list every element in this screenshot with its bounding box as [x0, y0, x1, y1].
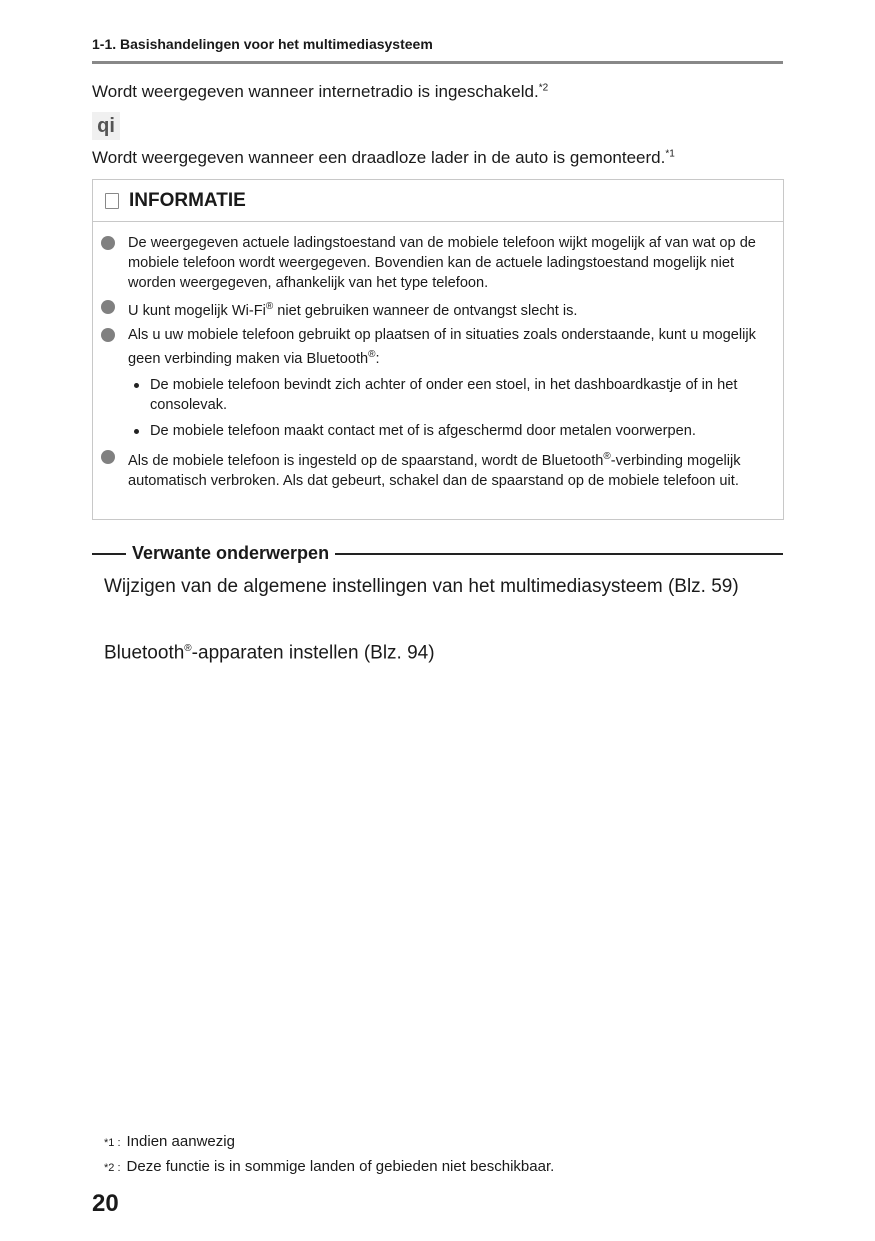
related-link-bluetooth[interactable]: Bluetooth®-apparaten instellen (Blz. 94) — [104, 642, 435, 664]
info-title: INFORMATIE — [93, 180, 783, 222]
header-rule — [92, 61, 783, 64]
related-topics-heading: Verwante onderwerpen — [92, 543, 783, 564]
wireless-charger-text: Wordt weergegeven wanneer een draadloze lader in de auto is gemonteerd.$^{*1}$ — [92, 148, 675, 167]
internet-radio-text: Wordt weergegeven wanneer internetradio is ingeschakeld.$^{*2}$ — [92, 82, 549, 101]
qi-icon: qi — [92, 112, 120, 140]
info-bullet: Als de mobiele telefoon is ingesteld op de spaarstand, wordt de Bluetooth®-verbinding mogelijk automatisch verbroken. Als dat gebeurt, schakel dan de spaarstand op de mobiele telefoon uit. — [101, 447, 773, 491]
sub-bullet: De mobiele telefoon bevindt zich achter of onder een stoel, in het dashboardkastje of in het consolevak. — [101, 375, 773, 415]
book-icon — [105, 193, 119, 209]
info-bullet: De weergegeven actuele ladingstoestand van de mobiele telefoon wijkt mogelijk af van wat op de mobiele telefoon wordt weergegeven. Bovendien kan de actuele ladingstoestand mogelijk niet worden weergegeven, afhankelijk van het type telefoon. — [101, 233, 773, 293]
sub-bullet: De mobiele telefoon maakt contact met of is afgeschermd door metalen voorwerpen. — [101, 421, 773, 441]
footnote: *1 : Indien aanwezig — [104, 1133, 235, 1150]
footnote: *2 : Deze functie is in sommige landen of gebieden niet beschikbaar. — [104, 1158, 555, 1175]
info-bullet: Als u uw mobiele telefoon gebruikt op plaatsen of in situaties zoals onderstaande, kunt u mogelijk geen verbinding maken via Bluetooth®: — [101, 325, 773, 369]
related-link-settings[interactable]: Wijzigen van de algemene instellingen van het multimediasysteem (Blz. 59) — [104, 576, 739, 597]
info-bullet: U kunt mogelijk Wi-Fi® niet gebruiken wanneer de ontvangst slecht is. — [101, 297, 773, 321]
info-box — [92, 179, 784, 520]
section-header: 1-1. Basishandelingen voor het multimediasysteem — [92, 36, 433, 52]
page-number: 20 — [92, 1190, 119, 1217]
